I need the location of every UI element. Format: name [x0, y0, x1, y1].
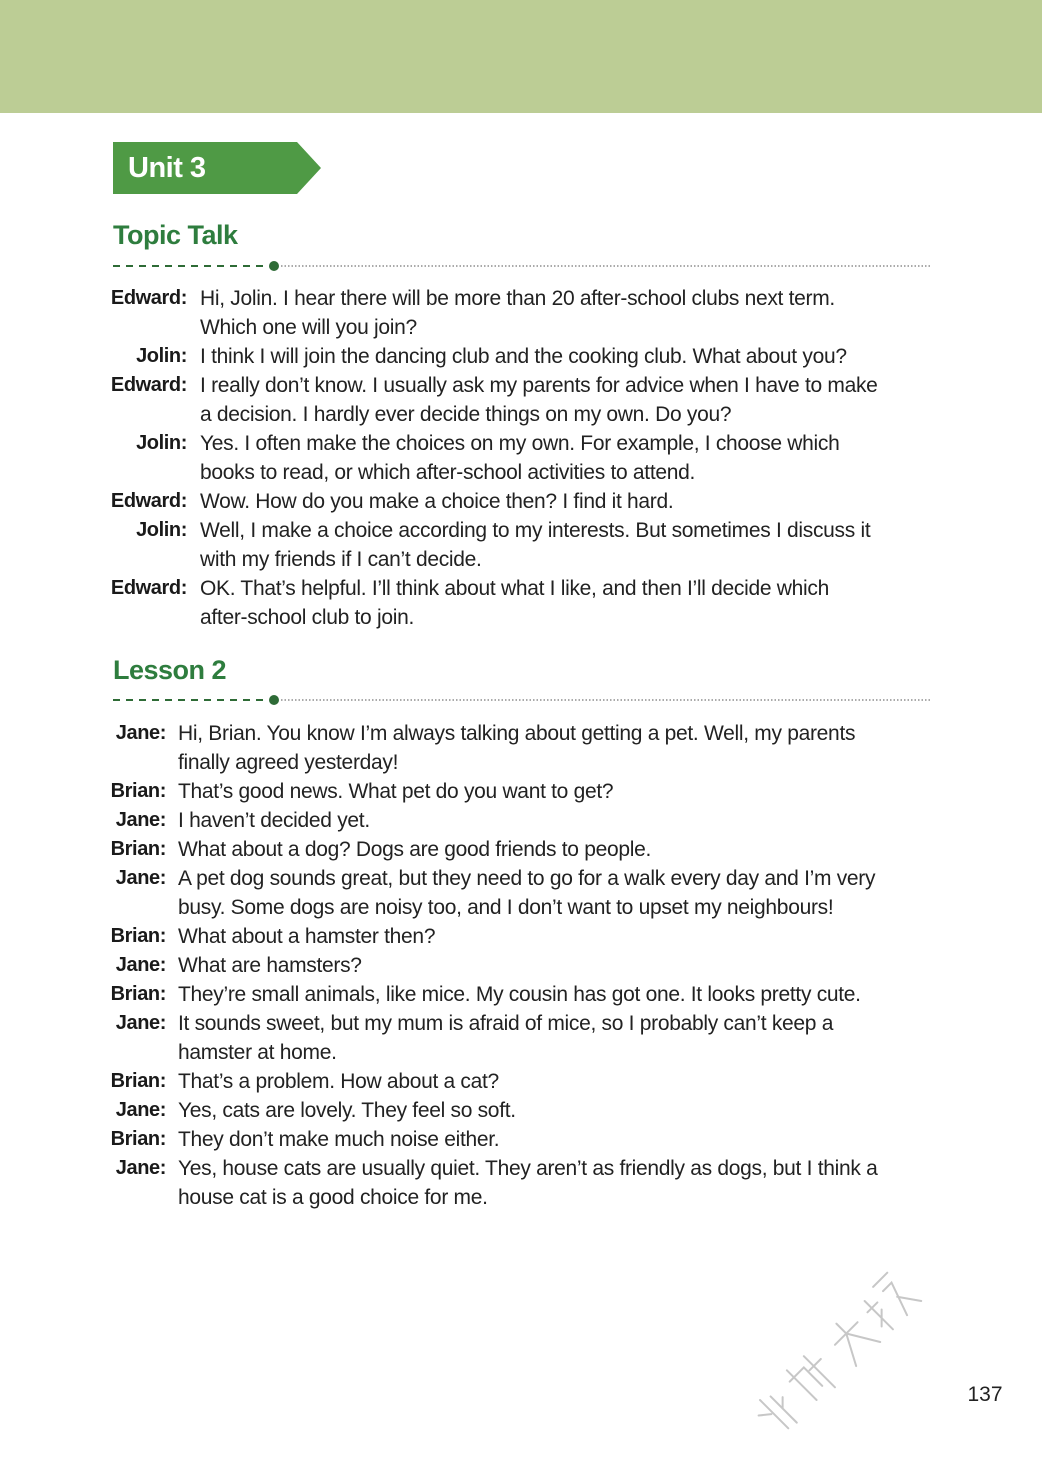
speaker-name: Jolin:	[136, 519, 187, 541]
speaker-name: Jane:	[115, 867, 166, 889]
utterance-text: hamster at home.	[178, 1041, 337, 1064]
speaker-name: Brian:	[110, 838, 166, 860]
speaker-name: Jolin:	[136, 345, 187, 367]
utterance-text: books to read, or which after-school activities to attend.	[200, 461, 696, 484]
speaker-name: Jane:	[115, 809, 166, 831]
publisher-watermark-icon	[740, 1150, 1040, 1450]
unit-label: Unit 3	[128, 152, 206, 184]
dialogue-line	[0, 806, 1042, 835]
dialogue-line	[0, 777, 1042, 806]
utterance-text: Well, I make a choice according to my interests. But sometimes I discuss it	[200, 519, 871, 542]
utterance-text: That’s good news. What pet do you want to get?	[178, 780, 614, 803]
utterance-text: Yes, house cats are usually quiet. They aren’t as friendly as dogs, but I think a	[178, 1157, 878, 1180]
speaker-name: Edward:	[110, 287, 187, 309]
utterance-text: What about a dog? Dogs are good friends to people.	[178, 838, 652, 861]
dialogue-line	[0, 835, 1042, 864]
dialogue-line	[0, 342, 1042, 371]
utterance-text: I really don’t know. I usually ask my parents for advice when I have to make	[200, 374, 878, 397]
dialogue-line	[0, 458, 1042, 487]
speaker-name: Jane:	[115, 1099, 166, 1121]
page-number: 137	[967, 1383, 1003, 1406]
utterance-text: Yes, cats are lovely. They feel so soft.	[178, 1099, 516, 1122]
dialogue-line	[0, 922, 1042, 951]
utterance-text: OK. That’s helpful. I’ll think about what I like, and then I’ll decide which	[200, 577, 829, 600]
dialogue-line	[0, 516, 1042, 545]
speaker-name: Edward:	[110, 374, 187, 396]
speaker-name: Brian:	[110, 780, 166, 802]
utterance-text: house cat is a good choice for me.	[178, 1186, 488, 1209]
dialogue-line	[0, 980, 1042, 1009]
divider-dot-icon	[269, 261, 279, 271]
dialogue-line	[0, 1096, 1042, 1125]
utterance-text: What are hamsters?	[178, 954, 362, 977]
utterance-text: a decision. I hardly ever decide things on my own. Do you?	[200, 403, 732, 426]
dialogue-line	[0, 1067, 1042, 1096]
utterance-text: Hi, Jolin. I hear there will be more than 20 after-school clubs next term.	[200, 287, 835, 310]
dialogue-line	[0, 545, 1042, 574]
dialogue-line	[0, 951, 1042, 980]
dialogue-line	[0, 574, 1042, 603]
speaker-name: Jane:	[115, 1157, 166, 1179]
speaker-name: Brian:	[110, 1128, 166, 1150]
dialogue-line	[0, 284, 1042, 313]
speaker-name: Jane:	[115, 1012, 166, 1034]
dialogue-line	[0, 603, 1042, 632]
section-divider	[113, 694, 931, 706]
utterance-text: That’s a problem. How about a cat?	[178, 1070, 499, 1093]
divider-dot-icon	[269, 695, 279, 705]
utterance-text: I haven’t decided yet.	[178, 809, 370, 832]
utterance-text: after-school club to join.	[200, 606, 414, 629]
speaker-name: Brian:	[110, 1070, 166, 1092]
dialogue-line	[0, 719, 1042, 748]
utterance-text: It sounds sweet, but my mum is afraid of mice, so I probably can’t keep a	[178, 1012, 834, 1035]
section-divider	[113, 260, 931, 272]
speaker-name: Edward:	[110, 577, 187, 599]
utterance-text: Yes. I often make the choices on my own. For example, I choose which	[200, 432, 840, 455]
utterance-text: busy. Some dogs are noisy too, and I don’t want to upset my neighbours!	[178, 896, 834, 919]
dialogue-line	[0, 429, 1042, 458]
dialogue-line	[0, 1038, 1042, 1067]
dialogue-line	[0, 1009, 1042, 1038]
dialogue-line	[0, 748, 1042, 777]
utterance-text: They don’t make much noise either.	[178, 1128, 500, 1151]
utterance-text: finally agreed yesterday!	[178, 751, 399, 774]
utterance-text: with my friends if I can’t decide.	[200, 548, 482, 571]
dialogue-line	[0, 313, 1042, 342]
utterance-text: A pet dog sounds great, but they need to go for a walk every day and I’m very	[178, 867, 876, 890]
dialogue-line	[0, 893, 1042, 922]
section-title-lesson-2: Lesson 2	[113, 655, 227, 685]
utterance-text: What about a hamster then?	[178, 925, 436, 948]
utterance-text: Hi, Brian. You know I’m always talking about getting a pet. Well, my parents	[178, 722, 856, 745]
section-title-topic-talk: Topic Talk	[113, 220, 238, 250]
speaker-name: Jane:	[115, 954, 166, 976]
dialogue-line	[0, 400, 1042, 429]
speaker-name: Brian:	[110, 983, 166, 1005]
dialogue-line	[0, 864, 1042, 893]
speaker-name: Brian:	[110, 925, 166, 947]
speaker-name: Jane:	[115, 722, 166, 744]
utterance-text: I think I will join the dancing club and the cooking club. What about you?	[200, 345, 847, 368]
unit-banner	[113, 142, 321, 194]
speaker-name: Jolin:	[136, 432, 187, 454]
utterance-text: Wow. How do you make a choice then? I find it hard.	[200, 490, 674, 513]
utterance-text: They’re small animals, like mice. My cousin has got one. It looks pretty cute.	[178, 983, 861, 1006]
speaker-name: Edward:	[110, 490, 187, 512]
header-band	[0, 0, 1042, 113]
dialogue-line	[0, 487, 1042, 516]
utterance-text: Which one will you join?	[200, 316, 417, 339]
dialogue-line	[0, 371, 1042, 400]
